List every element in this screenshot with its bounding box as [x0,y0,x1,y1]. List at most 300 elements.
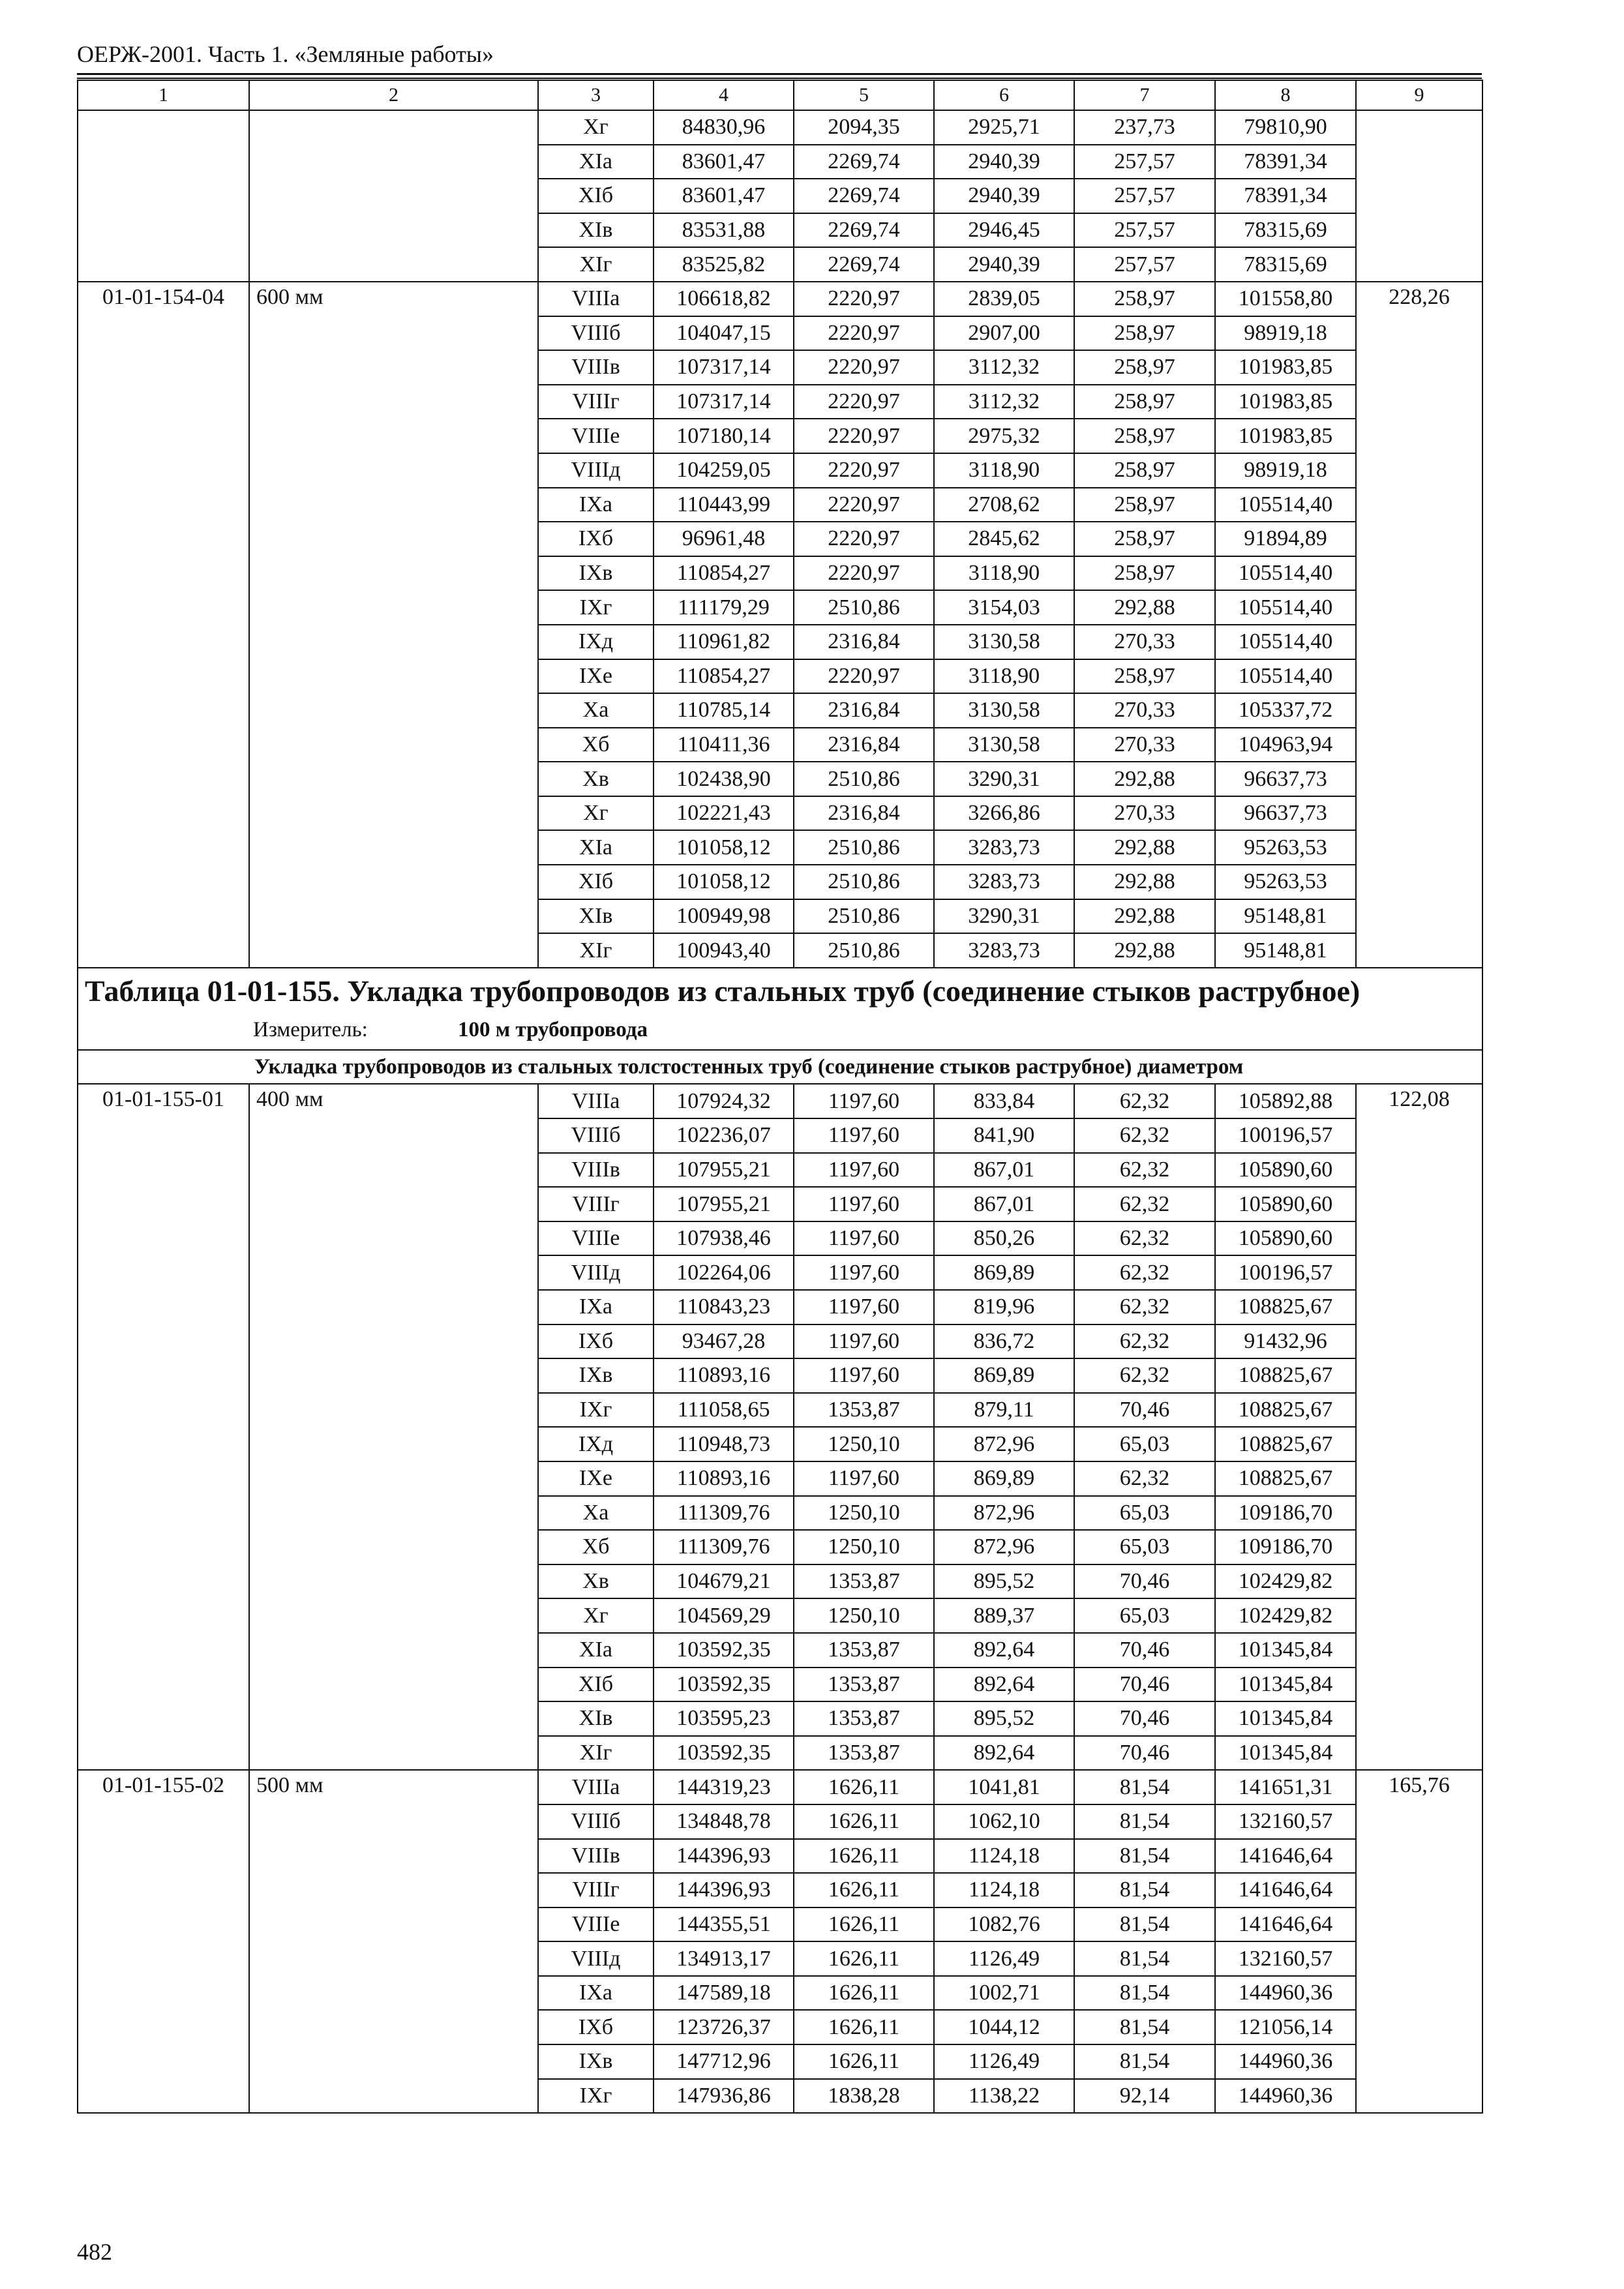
value-cell: 100196,57 [1215,1255,1356,1290]
value-cell: 101345,84 [1215,1633,1356,1668]
table-subheading: Укладка трубопроводов из стальных толстостенных труб (соединение стыков раструбное) диаметром [78,1050,1482,1085]
zone-cell: IXд [538,625,654,659]
table-row [78,1770,1482,1804]
value-cell: 62,32 [1074,1118,1215,1153]
value-cell: 292,88 [1074,899,1215,934]
value-cell: 70,46 [1074,1736,1215,1771]
zone-cell: VIIIб [538,1804,654,1839]
column-number: 5 [794,80,934,110]
value-cell: 107317,14 [654,385,794,419]
value-cell: 869,89 [934,1255,1074,1290]
value-cell: 292,88 [1074,762,1215,796]
value-cell: 2510,86 [794,899,934,934]
value-cell: 258,97 [1074,488,1215,522]
value-cell: 96961,48 [654,522,794,556]
zone-cell: IXг [538,2079,654,2114]
zone-cell: VIIIб [538,316,654,351]
value-cell: 1626,11 [794,1941,934,1976]
value-cell: 892,64 [934,1668,1074,1702]
value-cell: 62,32 [1074,1084,1215,1118]
value-cell: 1353,87 [794,1564,934,1599]
value-cell: 1626,11 [794,1770,934,1804]
column-number: 7 [1074,80,1215,110]
column-number-row [78,80,1482,110]
value-cell: 1353,87 [794,1701,934,1736]
value-cell: 2220,97 [794,453,934,488]
value-cell: 108825,67 [1215,1358,1356,1393]
value-cell: 83601,47 [654,179,794,213]
zone-cell: Xб [538,728,654,762]
value-cell: 78391,34 [1215,179,1356,213]
value-cell: 65,03 [1074,1598,1215,1633]
zone-cell: IXа [538,1290,654,1324]
zone-cell: XIб [538,1668,654,1702]
value-cell: 1197,60 [794,1358,934,1393]
value-cell: 841,90 [934,1118,1074,1153]
value-cell: 3130,58 [934,728,1074,762]
zone-cell: Xб [538,1530,654,1564]
zone-cell: Xв [538,762,654,796]
value-cell: 105514,40 [1215,556,1356,591]
zone-cell: Xг [538,1598,654,1633]
zone-cell: Xг [538,110,654,145]
value-cell: 3283,73 [934,865,1074,899]
value-cell: 258,97 [1074,659,1215,694]
value-cell: 95148,81 [1215,933,1356,968]
value-cell: 2220,97 [794,282,934,316]
zone-cell: IXг [538,590,654,625]
value-cell: 270,33 [1074,625,1215,659]
value-cell: 144319,23 [654,1770,794,1804]
value-cell: 1626,11 [794,1908,934,1942]
value-cell: 2510,86 [794,865,934,899]
value-cell: 258,97 [1074,385,1215,419]
zone-cell: XIа [538,1633,654,1668]
value-cell: 3118,90 [934,659,1074,694]
value-cell: 869,89 [934,1461,1074,1496]
value-cell: 78315,69 [1215,247,1356,282]
value-cell: 3290,31 [934,762,1074,796]
value-cell: 78315,69 [1215,213,1356,248]
value-cell: 65,03 [1074,1530,1215,1564]
value-cell: 1197,60 [794,1187,934,1221]
value-cell: 109186,70 [1215,1530,1356,1564]
column-number: 3 [538,80,654,110]
value-cell: 70,46 [1074,1701,1215,1736]
value-cell: 102264,06 [654,1255,794,1290]
value-cell: 141646,64 [1215,1873,1356,1908]
value-cell: 1126,49 [934,1941,1074,1976]
value-cell: 81,54 [1074,1908,1215,1942]
value-cell: 110961,82 [654,625,794,659]
value-cell: 107955,21 [654,1187,794,1221]
value-cell: 141651,31 [1215,1770,1356,1804]
value-cell: 1626,11 [794,2010,934,2044]
value-cell: 889,37 [934,1598,1074,1633]
running-header: ОЕРЖ-2001. Часть 1. «Земляные работы» [77,41,494,67]
value-cell: 110843,23 [654,1290,794,1324]
value-cell: 105514,40 [1215,590,1356,625]
value-cell: 96637,73 [1215,762,1356,796]
value-cell: 3290,31 [934,899,1074,934]
value-cell: 110854,27 [654,556,794,591]
value-cell: 1197,60 [794,1461,934,1496]
value-cell: 105890,60 [1215,1153,1356,1188]
zone-cell: IXа [538,488,654,522]
zone-cell: XIб [538,179,654,213]
value-cell: 105337,72 [1215,693,1356,728]
table-row [78,1084,1482,1118]
value-cell: 105892,88 [1215,1084,1356,1118]
value-cell: 104679,21 [654,1564,794,1599]
value-cell: 105514,40 [1215,659,1356,694]
zone-cell: Xа [538,693,654,728]
value-cell: 258,97 [1074,419,1215,453]
value-cell: 1353,87 [794,1668,934,1702]
value-cell: 2510,86 [794,762,934,796]
value-cell: 2940,39 [934,145,1074,179]
value-cell: 110948,73 [654,1427,794,1461]
zone-cell: IXе [538,659,654,694]
value-cell: 2316,84 [794,625,934,659]
zone-cell: Xг [538,796,654,831]
value-cell: 819,96 [934,1290,1074,1324]
value-cell: 1626,11 [794,1873,934,1908]
value-cell: 1197,60 [794,1221,934,1256]
value-cell: 3283,73 [934,830,1074,865]
zone-cell: IXв [538,556,654,591]
value-cell: 65,03 [1074,1496,1215,1531]
zone-cell: VIIIв [538,350,654,385]
value-cell: 270,33 [1074,796,1215,831]
value-cell: 257,57 [1074,145,1215,179]
value-cell: 258,97 [1074,282,1215,316]
column-number: 8 [1215,80,1356,110]
zone-cell: IXб [538,522,654,556]
value-cell: 1197,60 [794,1290,934,1324]
value-cell: 2220,97 [794,350,934,385]
column-number: 9 [1356,80,1482,110]
value-cell: 3112,32 [934,350,1074,385]
value-cell: 95263,53 [1215,830,1356,865]
value-cell: 70,46 [1074,1393,1215,1428]
value-cell: 101345,84 [1215,1668,1356,1702]
value-cell: 237,73 [1074,110,1215,145]
value-cell: 107317,14 [654,350,794,385]
value-cell: 869,89 [934,1358,1074,1393]
value-cell: 107924,32 [654,1084,794,1118]
value-cell: 2269,74 [794,179,934,213]
value-cell: 110854,27 [654,659,794,694]
value-cell: 1626,11 [794,1804,934,1839]
value-cell: 147712,96 [654,2044,794,2079]
value-cell: 110785,14 [654,693,794,728]
page-number: 482 [77,2239,112,2265]
value-cell: 105890,60 [1215,1187,1356,1221]
value-cell: 108825,67 [1215,1427,1356,1461]
zone-cell: VIIIе [538,1221,654,1256]
table-body [78,80,1482,2113]
value-cell: 2510,86 [794,933,934,968]
zone-cell: XIг [538,933,654,968]
value-cell: 110893,16 [654,1461,794,1496]
zone-cell: IXа [538,1976,654,2011]
value-cell: 2708,62 [934,488,1074,522]
value-cell: 79810,90 [1215,110,1356,145]
value-cell: 102438,90 [654,762,794,796]
value-cell: 867,01 [934,1187,1074,1221]
value-cell: 2220,97 [794,419,934,453]
zone-cell: VIIIв [538,1839,654,1874]
value-cell: 292,88 [1074,830,1215,865]
value-cell: 62,32 [1074,1187,1215,1221]
value-cell: 3130,58 [934,625,1074,659]
pipe-diameter [249,110,538,282]
value-cell: 144960,36 [1215,1976,1356,2011]
value-cell: 2845,62 [934,522,1074,556]
value-cell: 2907,00 [934,316,1074,351]
pipe-diameter: 500 мм [249,1770,538,2113]
value-cell: 62,32 [1074,1324,1215,1359]
rate-code [78,110,249,282]
header-rule [77,73,1482,75]
value-cell: 95148,81 [1215,899,1356,934]
value-cell: 101983,85 [1215,419,1356,453]
value-cell: 1250,10 [794,1598,934,1633]
value-cell: 107955,21 [654,1153,794,1188]
value-cell: 892,64 [934,1736,1074,1771]
value-cell: 103595,23 [654,1701,794,1736]
value-cell: 141646,64 [1215,1839,1356,1874]
value-cell: 110411,36 [654,728,794,762]
value-cell: 70,46 [1074,1668,1215,1702]
value-cell: 1626,11 [794,1976,934,2011]
value-cell: 3154,03 [934,590,1074,625]
value-cell: 92,14 [1074,2079,1215,2114]
value-cell: 292,88 [1074,933,1215,968]
zone-cell: VIIIа [538,1084,654,1118]
zone-cell: Xв [538,1564,654,1599]
value-cell: 872,96 [934,1496,1074,1531]
value-cell: 81,54 [1074,1839,1215,1874]
zone-cell: VIIIд [538,1255,654,1290]
value-cell: 141646,64 [1215,1908,1356,1942]
zone-cell: VIIIд [538,1941,654,1976]
zone-cell: VIIIг [538,1187,654,1221]
value-cell: 108825,67 [1215,1393,1356,1428]
value-cell: 3283,73 [934,933,1074,968]
value-cell: 1041,81 [934,1770,1074,1804]
value-cell: 1197,60 [794,1153,934,1188]
value-cell: 1197,60 [794,1255,934,1290]
zone-cell: IXд [538,1427,654,1461]
header-rule-thin [77,78,1482,79]
value-cell: 2510,86 [794,830,934,865]
value-cell: 81,54 [1074,1976,1215,2011]
value-cell: 108825,67 [1215,1290,1356,1324]
value-cell: 1250,10 [794,1530,934,1564]
value-cell: 104963,94 [1215,728,1356,762]
value-cell: 1353,87 [794,1736,934,1771]
value-cell: 872,96 [934,1427,1074,1461]
value-cell: 2269,74 [794,145,934,179]
table-title-row [78,968,1482,1050]
value-cell: 895,52 [934,1701,1074,1736]
value-cell: 81,54 [1074,2010,1215,2044]
pipe-diameter: 400 мм [249,1084,538,1770]
value-cell: 1126,49 [934,2044,1074,2079]
value-cell: 81,54 [1074,1873,1215,1908]
value-cell: 836,72 [934,1324,1074,1359]
value-cell: 107938,46 [654,1221,794,1256]
value-cell: 2946,45 [934,213,1074,248]
value-cell: 270,33 [1074,693,1215,728]
value-cell: 257,57 [1074,179,1215,213]
value-cell: 1626,11 [794,2044,934,2079]
value-cell: 101983,85 [1215,350,1356,385]
column-number: 1 [78,80,249,110]
value-cell: 258,97 [1074,556,1215,591]
value-cell: 867,01 [934,1153,1074,1188]
zone-cell: XIа [538,145,654,179]
measure-unit-value: 100 м трубопровода [458,1017,648,1041]
value-cell: 103592,35 [654,1633,794,1668]
value-cell: 1197,60 [794,1084,934,1118]
value-cell: 1002,71 [934,1976,1074,2011]
table-title-cell [78,968,1482,1050]
value-cell: 101558,80 [1215,282,1356,316]
value-cell: 2094,35 [794,110,934,145]
value-cell: 111309,76 [654,1530,794,1564]
value-cell: 65,03 [1074,1427,1215,1461]
value-cell: 2510,86 [794,590,934,625]
pipe-diameter: 600 мм [249,282,538,968]
rate-code: 01-01-155-01 [78,1084,249,1770]
value-cell: 3118,90 [934,453,1074,488]
value-cell: 62,32 [1074,1153,1215,1188]
value-cell: 258,97 [1074,316,1215,351]
value-cell: 2316,84 [794,728,934,762]
zone-cell: VIIIд [538,453,654,488]
value-cell: 1250,10 [794,1427,934,1461]
value-cell: 850,26 [934,1221,1074,1256]
value-cell: 3266,86 [934,796,1074,831]
subheading-row [78,1050,1482,1085]
value-cell: 100196,57 [1215,1118,1356,1153]
value-cell: 83531,88 [654,213,794,248]
rate-code: 01-01-154-04 [78,282,249,968]
zone-cell: VIIIг [538,1873,654,1908]
zone-cell: XIв [538,213,654,248]
value-cell: 2220,97 [794,316,934,351]
value-cell: 100949,98 [654,899,794,934]
value-cell: 104259,05 [654,453,794,488]
zone-cell: IXв [538,2044,654,2079]
value-cell: 2220,97 [794,522,934,556]
zone-cell: VIIIв [538,1153,654,1188]
value-cell: 292,88 [1074,865,1215,899]
zone-cell: XIг [538,247,654,282]
value-cell: 91432,96 [1215,1324,1356,1359]
value-cell: 1197,60 [794,1324,934,1359]
value-cell: 104569,29 [654,1598,794,1633]
value-cell: 62,32 [1074,1290,1215,1324]
zone-cell: VIIIа [538,282,654,316]
value-cell: 62,32 [1074,1221,1215,1256]
value-cell: 1124,18 [934,1873,1074,1908]
value-cell: 102429,82 [1215,1564,1356,1599]
value-cell: 101983,85 [1215,385,1356,419]
value-cell: 121056,14 [1215,2010,1356,2044]
value-cell: 3130,58 [934,693,1074,728]
value-cell: 106618,82 [654,282,794,316]
value-cell: 84830,96 [654,110,794,145]
value-cell: 144396,93 [654,1839,794,1874]
value-cell: 100943,40 [654,933,794,968]
value-cell: 257,57 [1074,247,1215,282]
value-cell: 1044,12 [934,2010,1074,2044]
value-cell: 2975,32 [934,419,1074,453]
column-9-value [1356,110,1482,282]
value-cell: 81,54 [1074,1941,1215,1976]
value-cell: 270,33 [1074,728,1215,762]
value-cell: 144960,36 [1215,2044,1356,2079]
value-cell: 1353,87 [794,1633,934,1668]
value-cell: 1197,60 [794,1118,934,1153]
zone-cell: XIг [538,1736,654,1771]
value-cell: 108825,67 [1215,1461,1356,1496]
table-row [78,282,1482,316]
value-cell: 2316,84 [794,796,934,831]
value-cell: 1626,11 [794,1839,934,1874]
value-cell: 147589,18 [654,1976,794,2011]
zone-cell: XIв [538,1701,654,1736]
value-cell: 258,97 [1074,350,1215,385]
value-cell: 1062,10 [934,1804,1074,1839]
value-cell: 101345,84 [1215,1701,1356,1736]
value-cell: 103592,35 [654,1668,794,1702]
value-cell: 1250,10 [794,1496,934,1531]
value-cell: 109186,70 [1215,1496,1356,1531]
zone-cell: VIIIг [538,385,654,419]
value-cell: 1124,18 [934,1839,1074,1874]
table-title: Таблица 01-01-155. Укладка трубопроводов из стальных труб (соединение стыков раструбное) [85,974,1361,1008]
value-cell: 144355,51 [654,1908,794,1942]
rate-code: 01-01-155-02 [78,1770,249,2113]
value-cell: 1838,28 [794,2079,934,2114]
value-cell: 2220,97 [794,556,934,591]
value-cell: 111309,76 [654,1496,794,1531]
column-number: 2 [249,80,538,110]
value-cell: 81,54 [1074,1804,1215,1839]
value-cell: 292,88 [1074,590,1215,625]
value-cell: 833,84 [934,1084,1074,1118]
value-cell: 93467,28 [654,1324,794,1359]
value-cell: 3118,90 [934,556,1074,591]
value-cell: 98919,18 [1215,453,1356,488]
value-cell: 95263,53 [1215,865,1356,899]
zone-cell: Xа [538,1496,654,1531]
value-cell: 2925,71 [934,110,1074,145]
value-cell: 879,11 [934,1393,1074,1428]
column-9-value: 165,76 [1356,1770,1482,2113]
zone-cell: IXв [538,1358,654,1393]
value-cell: 2839,05 [934,282,1074,316]
value-cell: 102429,82 [1215,1598,1356,1633]
zone-cell: VIIIб [538,1118,654,1153]
value-cell: 107180,14 [654,419,794,453]
value-cell: 101058,12 [654,865,794,899]
